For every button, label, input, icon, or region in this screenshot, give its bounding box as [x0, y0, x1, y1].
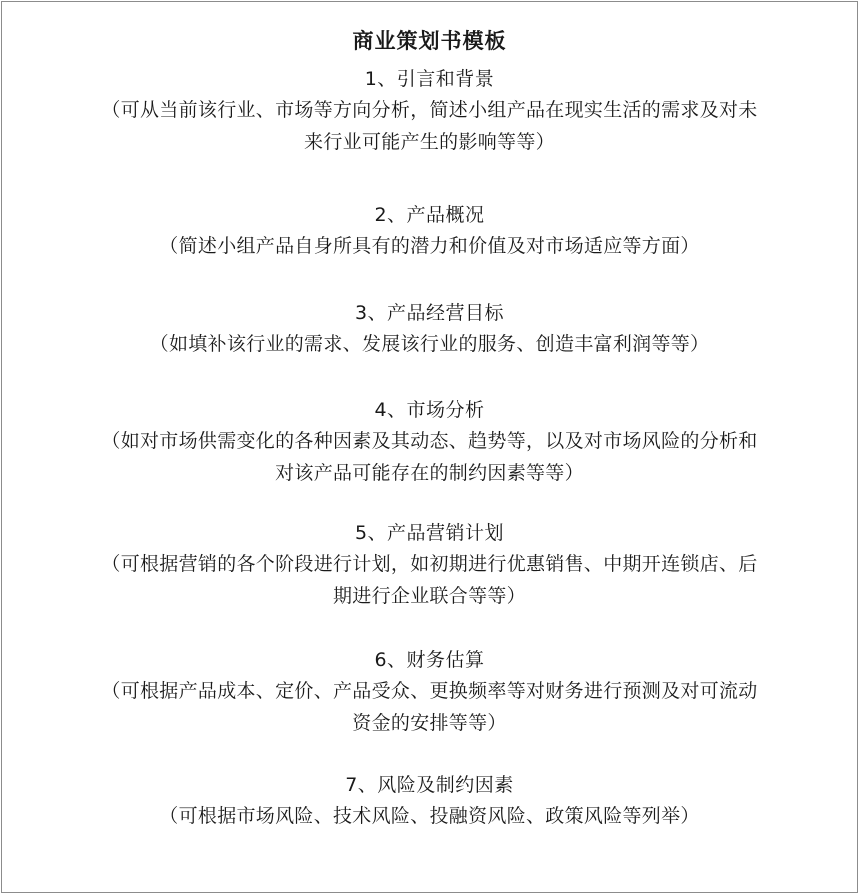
section-description-line: 资金的安排等等） — [352, 712, 507, 734]
document-title: 商业策划书模板 — [352, 29, 507, 53]
section-risks — [20, 770, 839, 832]
section-heading: 6、财务估算 — [374, 649, 485, 671]
section-heading: 4、市场分析 — [374, 399, 485, 421]
section-description-line: （可根据营销的各个阶段进行计划，如初期进行优惠销售、中期开连锁店、后 — [101, 553, 758, 575]
section-market-analysis — [20, 395, 839, 489]
section-financial-estimate — [20, 645, 839, 739]
section-description-line: （可从当前该行业、市场等方向分析，简述小组产品在现实生活的需求及对未 — [101, 99, 758, 121]
section-description-line: 期进行企业联合等等） — [332, 585, 526, 607]
section-marketing-plan — [20, 518, 839, 612]
section-heading: 7、风险及制约因素 — [345, 774, 514, 796]
section-description-line: 对该产品可能存在的制约因素等等） — [275, 462, 584, 484]
section-heading: 3、产品经营目标 — [354, 302, 505, 324]
section-description-line: （可根据市场风险、技术风险、投融资风险、政策风险等列举） — [159, 805, 700, 827]
section-description-line: （可根据产品成本、定价、产品受众、更换频率等对财务进行预测及对可流动 — [101, 680, 758, 702]
section-description-line: （简述小组产品自身所具有的潜力和价值及对市场适应等方面） — [159, 235, 700, 257]
section-heading: 2、产品概况 — [374, 204, 485, 226]
section-heading: 1、引言和背景 — [364, 68, 495, 90]
section-product-overview — [20, 200, 839, 262]
section-introduction — [20, 64, 839, 158]
section-business-goals — [20, 298, 839, 360]
section-description-line: （如对市场供需变化的各种因素及其动态、趋势等，以及对市场风险的分析和 — [101, 430, 758, 452]
section-description-line: 来行业可能产生的影响等等） — [304, 131, 555, 153]
section-heading: 5、产品营销计划 — [354, 522, 505, 544]
document-page — [1, 1, 858, 893]
section-description-line: （如填补该行业的需求、发展该行业的服务、创造丰富利润等等） — [149, 333, 710, 355]
